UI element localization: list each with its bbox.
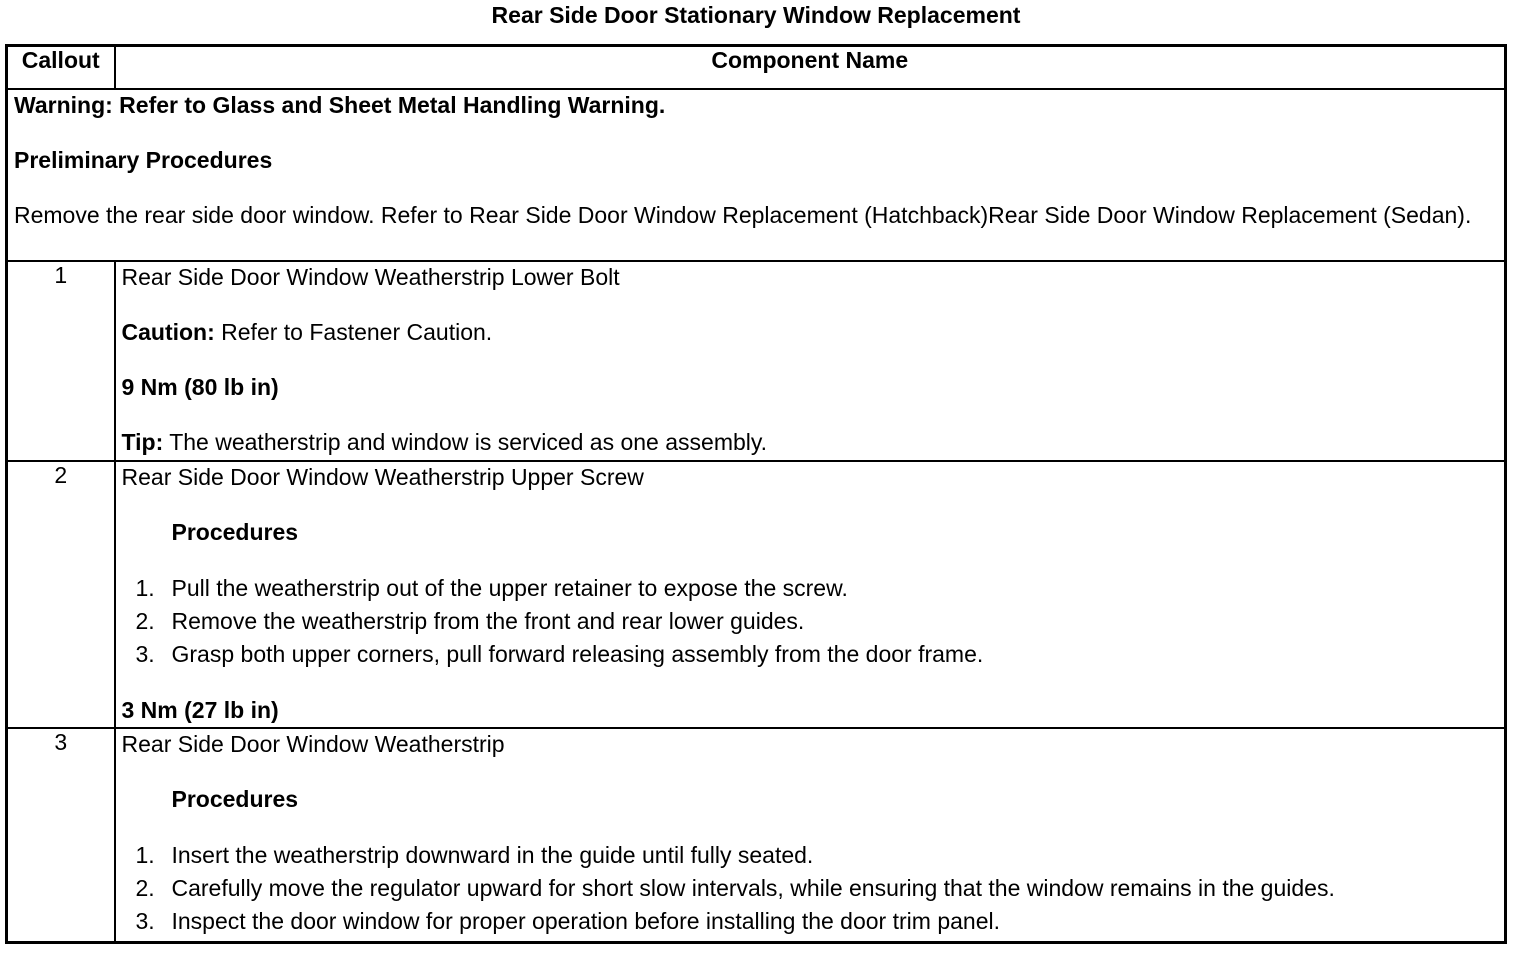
list-item: 1. Pull the weatherstrip out of the upper retainer to expose the screw.	[135, 575, 848, 601]
callout-cell: 3	[7, 728, 115, 943]
tip-text: The weatherstrip and window is serviced as one assembly.	[163, 429, 768, 455]
procedure-steps	[122, 572, 1499, 671]
component-name: Rear Side Door Window Weatherstrip Upper Screw	[121, 464, 644, 490]
component-cell	[115, 461, 1506, 728]
list-item: 2. Remove the weatherstrip from the front and rear lower guides.	[135, 608, 805, 634]
table-header-row	[7, 46, 1506, 90]
intro-row	[7, 89, 1506, 261]
tip-line	[122, 427, 1499, 458]
procedure-steps	[122, 839, 1499, 938]
preliminary-text: Remove the rear side door window. Refer to Rear Side Door Window Replacement (Hatchback)Rear Side Door Window Replacement (Sedan).	[14, 202, 1472, 228]
torque-spec: 9 Nm (80 lb in)	[121, 374, 279, 400]
procedure-table	[5, 44, 1507, 944]
component-name: Rear Side Door Window Weatherstrip Lower Bolt	[121, 264, 620, 290]
tip-label: Tip:	[121, 429, 164, 455]
caution-label: Caution:	[121, 319, 215, 345]
component-cell	[115, 728, 1506, 943]
list-item: 3. Grasp both upper corners, pull forward releasing assembly from the door frame.	[135, 641, 984, 667]
table-row	[7, 261, 1506, 461]
procedures-heading: Procedures	[171, 786, 299, 812]
list-item: 1. Insert the weatherstrip downward in the guide until fully seated.	[135, 842, 814, 868]
callout-cell: 2	[7, 461, 115, 728]
list-item: 3. Inspect the door window for proper operation before installing the door trim panel.	[135, 908, 1000, 934]
callout-cell: 1	[7, 261, 115, 461]
procedures-heading: Procedures	[171, 519, 299, 545]
component-cell	[115, 261, 1506, 461]
header-callout: Callout	[7, 46, 115, 90]
component-name: Rear Side Door Window Weatherstrip	[121, 731, 505, 757]
page-title: Rear Side Door Stationary Window Replacement	[491, 2, 1021, 28]
preliminary-heading: Preliminary Procedures	[14, 147, 273, 173]
table-row	[7, 461, 1506, 728]
intro-cell	[7, 89, 1506, 261]
caution-text: Refer to Fastener Caution.	[214, 319, 493, 345]
warning-text: Warning: Refer to Glass and Sheet Metal Handling Warning.	[14, 92, 666, 118]
torque-spec: 3 Nm (27 lb in)	[121, 697, 279, 723]
table-row	[7, 728, 1506, 943]
header-component-name: Component Name	[115, 46, 1506, 90]
list-item: 2. Carefully move the regulator upward for short slow intervals, while ensuring that the window remains in the guides.	[135, 875, 1335, 901]
caution-line	[122, 317, 1499, 348]
